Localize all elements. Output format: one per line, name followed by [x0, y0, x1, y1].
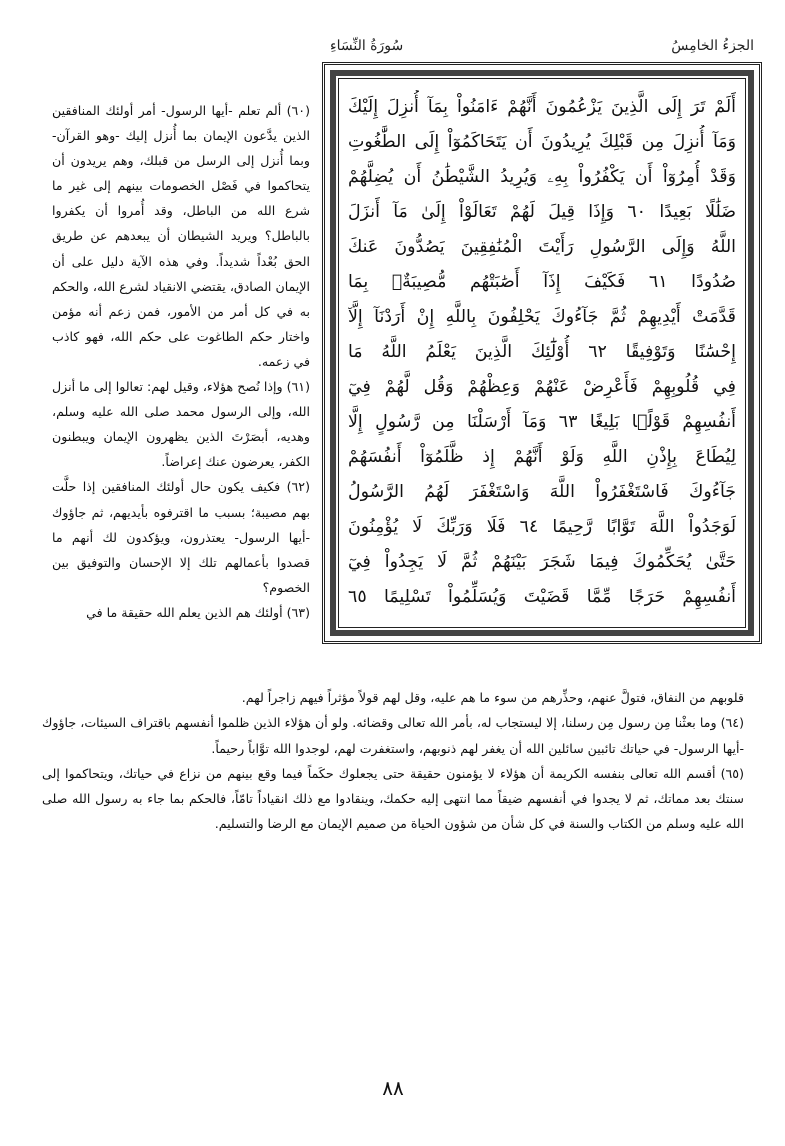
juz-label: الجزءُ الخامِسُ: [671, 38, 754, 54]
quran-line: لِيُطَاعَ بِإِذْنِ اللَّهِ وَلَوْ أَنَّهُمْ إِذ ظَّلَمُوٓاْ أَنفُسَهُمْ: [348, 447, 736, 467]
quran-line: وَقَدْ أُمِرُوٓاْ أَن يَكْفُرُواْ بِهِۦ وَيُرِيدُ الشَّيْطَٰنُ أَن يُضِلَّهُمْ: [348, 167, 736, 187]
quran-line: أَنفُسِهِمْ حَرَجًا مِّمَّا قَضَيْتَ وَيُسَلِّمُواْ تَسْلِيمًا ٦٥: [348, 587, 736, 607]
tafsir-full-width: [42, 685, 744, 837]
tafsir-paragraph: قلوبهم من النفاق، فتولَّ عنهم، وحذِّرهم من سوء ما هم عليه، وقل لهم قولاً مؤثراً فيهم زاجراً لهم.: [241, 690, 744, 705]
quran-line: إِحْسَٰنًا وَتَوْفِيقًا ٦٢ أُوْلَٰٓئِكَ الَّذِينَ يَعْلَمُ اللَّهُ مَا: [348, 342, 736, 362]
quran-line: جَآءُوكَ فَاسْتَغْفَرُواْ اللَّهَ وَاسْتَغْفَرَ لَهُمُ الرَّسُولُ: [348, 482, 736, 502]
quran-line: أَلَمْ تَرَ إِلَى الَّذِينَ يَزْعُمُونَ أَنَّهُمْ ءَامَنُواْ بِمَآ أُنزِلَ إِلَيْكَ: [348, 97, 736, 117]
page-header: [330, 38, 754, 60]
quran-line: وَمَآ أُنزِلَ مِن قَبْلِكَ يُرِيدُونَ أَن يَتَحَاكَمُوٓاْ إِلَى الطَّٰغُوتِ: [348, 132, 736, 152]
quran-frame: [322, 62, 762, 644]
tafsir-paragraph: (٦٤) وما بعثْنا مِن رسول مِن رسلنا، إلا ليستجاب له، بأمر الله تعالى وقضائه. ولو أن هؤلاء الذين ظلموا أنفسهم باقتراف السيئات، جاؤوك -أيها الرسول- في حياتك تائبين سائلين الله أن يغفر لهم ذنوبهم، واستغفرت لهم، لوجدوا الله توَّاباً رحيماً.: [42, 715, 744, 756]
tafsir-paragraph: (٦٥) أقسم الله تعالى بنفسه الكريمة أن هؤلاء لا يؤمنون حقيقة حتى يجعلوك حكَماً فيما وقع بينهم من نزاع في حياتك، ويتحاكموا إلى سنتك بعد مماتك، ثم لا يجدوا في أنفسهم ضيقاً مما انتهى إليه حكمك، وينقادوا مع ذلك انقياداً تامّاً، فالحكم بما جاء به رسول الله صلى الله عليه وسلم من الكتاب والسنة في كل شأن من شؤون الحياة من صميم الإيمان مع الرضا والتسليم.: [42, 765, 744, 832]
quran-line: أَنفُسِهِمْ قَوْلًۢا بَلِيغًا ٦٣ وَمَآ أَرْسَلْنَا مِن رَّسُولٍ إِلَّا: [348, 412, 736, 432]
tafsir-paragraph: (٦٢) فكيف يكون حال أولئك المنافقين إذا حلَّت بهم مصيبة؛ بسبب ما اقترفوه بأيديهم، ثم جاؤوك -أيها الرسول- يعتذرون، ويؤكدون لك أنهم ما قصدوا بأعمالهم تلك إلا الإحسان والتوفيق بين الخصوم؟: [52, 479, 310, 595]
quran-line: حَتَّىٰ يُحَكِّمُوكَ فِيمَا شَجَرَ بَيْنَهُمْ ثُمَّ لَا يَجِدُواْ فِيٓ: [348, 552, 736, 572]
tafsir-paragraph: (٦٠) ألم تعلم -أيها الرسول- أمر أولئك المنافقين الذين يدَّعون الإيمان بما أُنزل إليك -وهو القرآن- وبما أُنزل إلى الرسل من قبلك، وهم يريدون أن يتحاكموا في فَصْل الخصومات بينهم إلى غير ما شرع الله من الباطل، وقد أُمروا أن يكفروا بالباطل؟ ويريد الشيطان أن يبعدهم عن طريق الحق بُعْداً شديداً. وفي هذه الآية دليل على أن الإيمان الصادق، يقتضي الانقياد لشرع الله، والحكم به في كل أمر من الأمور، فمن زعم أنه مؤمن واختار حكم الطاغوت على حكم الله، فهو كاذب في زعمه.: [52, 103, 310, 369]
quran-line: ضَلَٰلًا بَعِيدًا ٦٠ وَإِذَا قِيلَ لَهُمْ تَعَالَوْاْ إِلَىٰ مَآ أَنزَلَ: [348, 202, 736, 222]
quran-line: قَدَّمَتْ أَيْدِيهِمْ ثُمَّ جَآءُوكَ يَحْلِفُونَ بِاللَّهِ إِنْ أَرَدْنَآ إِلَّآ: [348, 307, 736, 327]
quran-line: لَوَجَدُواْ اللَّهَ تَوَّابًا رَّحِيمًا ٦٤ فَلَا وَرَبِّكَ لَا يُؤْمِنُونَ: [348, 517, 736, 537]
quran-line: اللَّهُ وَإِلَى الرَّسُولِ رَأَيْتَ الْمُنَٰفِقِينَ يَصُدُّونَ عَنكَ: [348, 237, 736, 257]
tafsir-paragraph: (٦٣) أولئك هم الذين يعلم الله حقيقة ما في: [86, 604, 310, 620]
quran-line: فِي قُلُوبِهِمْ فَأَعْرِضْ عَنْهُمْ وَعِظْهُمْ وَقُل لَّهُمْ فِيٓ: [348, 377, 736, 397]
page-number: ٨٨: [382, 1076, 404, 1100]
tafsir-side-column: [52, 98, 310, 625]
tafsir-paragraph: (٦١) وإذا نُصح هؤلاء، وقيل لهم: تعالوا إلى ما أنزل الله، وإلى الرسول محمد صلى الله عليه وسلم، وهديه، أبصَرْتَ الذين يظهرون الإيمان ويبطنون الكفر، يعرضون عنك إعراضاً.: [52, 379, 310, 470]
quran-line: صُدُودًا ٦١ فَكَيْفَ إِذَآ أَصَٰبَتْهُم مُّصِيبَةٌۢ بِمَا: [348, 272, 736, 292]
surah-label: سُورَةُ النِّسَاءِ: [330, 38, 404, 54]
quran-text-block: [330, 70, 754, 636]
